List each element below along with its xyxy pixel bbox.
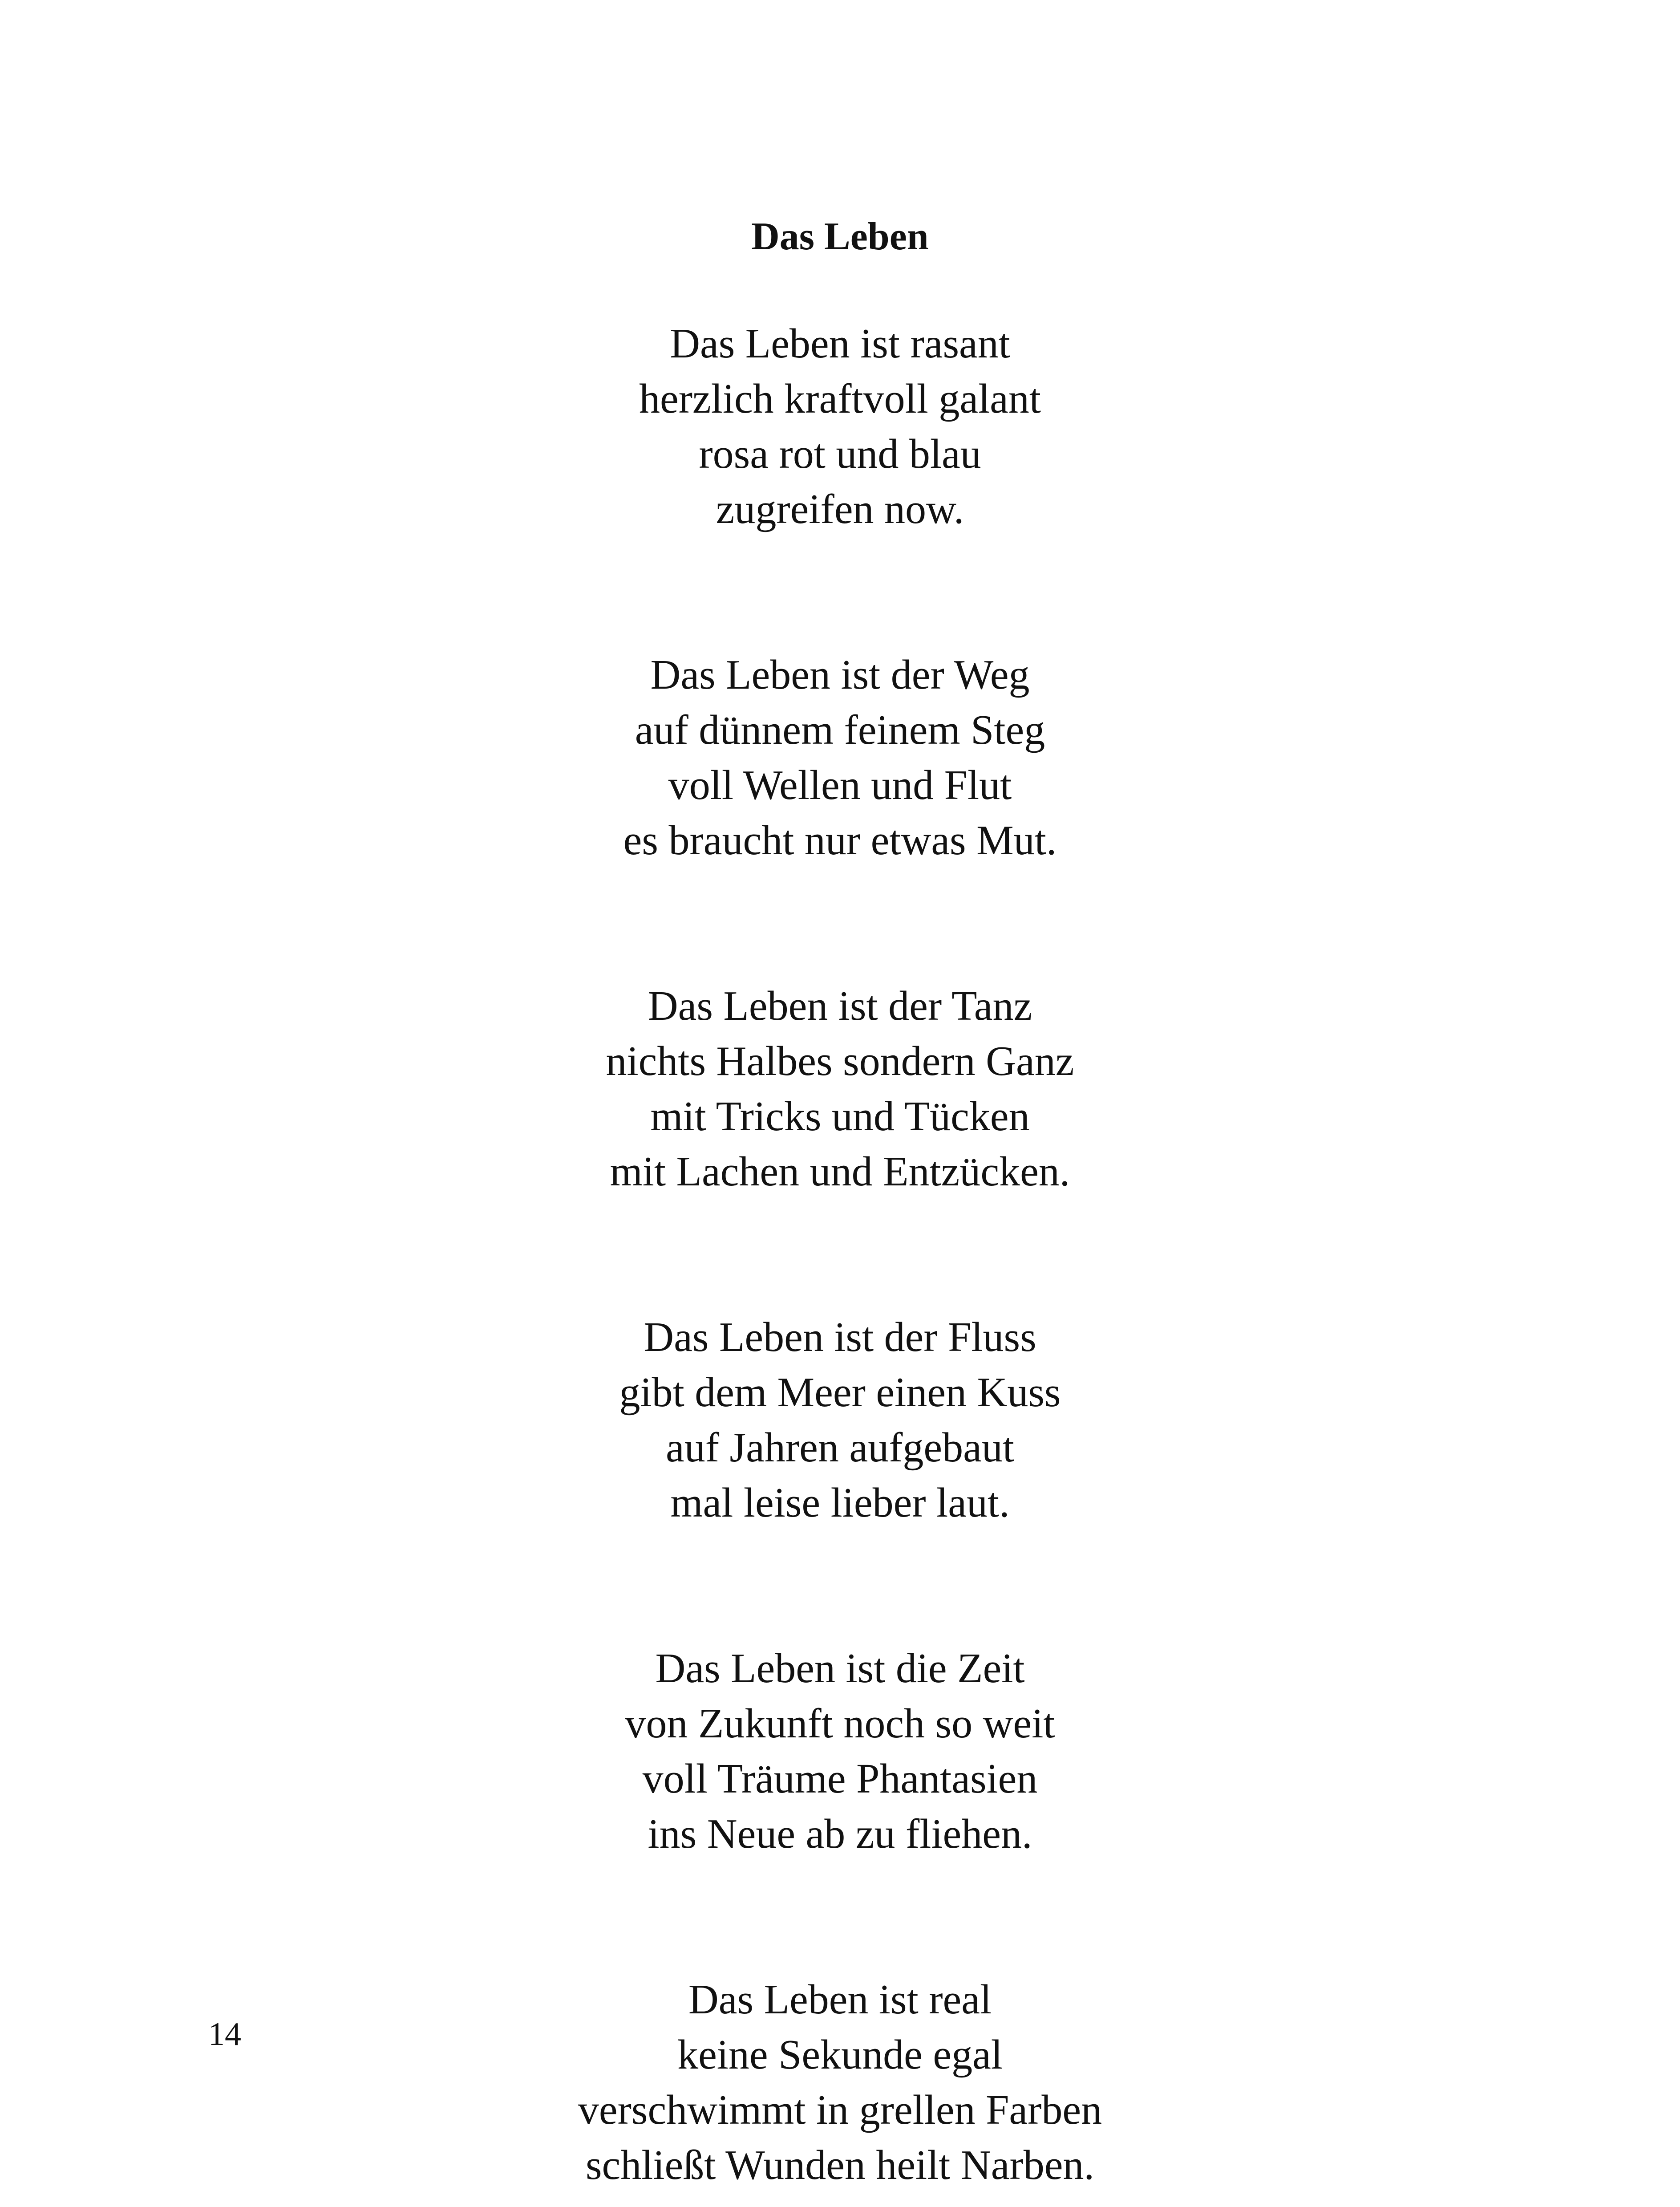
poem-line: ins Neue ab zu fliehen. xyxy=(648,1811,1032,1857)
poem-line: von Zukunft noch so weit xyxy=(625,1700,1055,1747)
poem-line: mal leise lieber laut. xyxy=(670,1480,1010,1526)
poem-line: herzlich kraftvoll galant xyxy=(639,376,1041,422)
poem-line: Das Leben ist die Zeit xyxy=(655,1645,1025,1692)
poem-line: auf dünnem feinem Steg xyxy=(635,707,1045,753)
poem-line: Das Leben ist real xyxy=(688,1976,992,2023)
poem-line: rosa rot und blau xyxy=(699,431,981,477)
poem-line: es braucht nur etwas Mut. xyxy=(623,817,1057,864)
poem-line: Das Leben ist rasant xyxy=(670,321,1010,367)
page-number: 14 xyxy=(208,2016,241,2053)
stanza-4 xyxy=(0,1310,1680,1530)
poem-line: Das Leben ist der Weg xyxy=(650,652,1030,698)
stanza-2 xyxy=(0,647,1680,868)
poem-line: verschwimmt in grellen Farben xyxy=(578,2087,1102,2133)
stanza-1 xyxy=(0,316,1680,537)
poem-line: schließt Wunden heilt Narben. xyxy=(585,2142,1095,2188)
poem-line: voll Träume Phantasien xyxy=(642,1756,1038,1802)
poem xyxy=(0,209,1680,2193)
poem-line: nichts Halbes sondern Ganz xyxy=(606,1038,1074,1084)
poem-line: voll Wellen und Flut xyxy=(668,762,1012,808)
poem-line: keine Sekunde egal xyxy=(677,2032,1003,2078)
stanza-5 xyxy=(0,1641,1680,1862)
poem-line: gibt dem Meer einen Kuss xyxy=(619,1369,1061,1416)
stanza-3 xyxy=(0,978,1680,1199)
poem-line: Das Leben ist der Fluss xyxy=(644,1314,1036,1360)
poem-line: mit Tricks und Tücken xyxy=(650,1093,1030,1140)
poem-title: Das Leben xyxy=(751,215,929,258)
poem-line: zugreifen now. xyxy=(716,486,964,532)
poem-line: mit Lachen und Entzücken. xyxy=(610,1148,1070,1195)
poem-line: auf Jahren aufgebaut xyxy=(666,1424,1014,1471)
stanza-6 xyxy=(0,1972,1680,2193)
poem-line: Das Leben ist der Tanz xyxy=(648,983,1032,1029)
